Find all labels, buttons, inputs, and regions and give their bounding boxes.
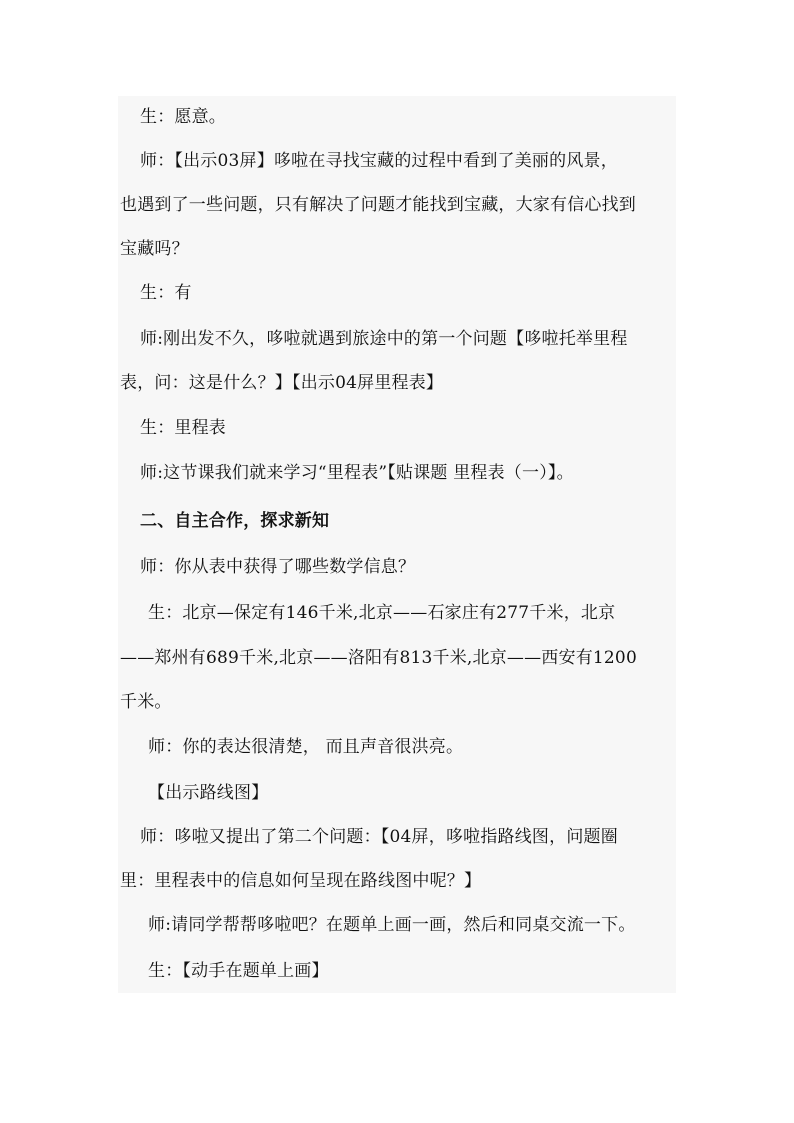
teacher-second-question-continued: 里：里程表中的信息如何呈现在路线图中呢？】: [120, 871, 482, 891]
teacher-first-question: 师:刚出发不久，哆啦就遇到旅途中的第一个问题【哆啦托举里程: [140, 329, 628, 349]
teacher-ask-info: 师：你从表中获得了哪些数学信息？: [140, 557, 416, 577]
teacher-first-question-continued: 表，问：这是什么？】【出示04屏里程表】: [120, 373, 444, 393]
student-drawing: 生：【动手在题单上画】: [148, 961, 329, 981]
show-route-map: 【出示路线图】: [148, 783, 269, 803]
student-distances: 生：北京—保定有146千米,北京——石家庄有277千米，北京: [148, 603, 616, 623]
teacher-line-continued-2: 宝藏吗？: [120, 239, 189, 259]
student-distances-continued-1: ——郑州有689千米,北京——洛阳有813千米,北京——西安有1200: [120, 648, 637, 668]
teacher-show-screen-03: 师：【出示03屏】哆啦在寻找宝藏的过程中看到了美丽的风景，: [140, 151, 618, 171]
student-distances-continued-2: 千米。: [120, 692, 172, 712]
teacher-lesson-topic: 师:这节课我们就来学习“里程表”【贴课题 里程表（一）】。: [140, 463, 574, 483]
student-reply-yes: 生：有: [140, 283, 192, 303]
teacher-line-continued-1: 也遇到了一些问题，只有解决了问题才能找到宝藏，大家有信心找到: [120, 195, 636, 215]
teacher-ask-help: 师:请同学帮帮哆啦吧？在题单上画一画，然后和同桌交流一下。: [148, 915, 636, 935]
teacher-praise: 师：你的表达很清楚， 而且声音很洪亮。: [148, 737, 464, 757]
student-reply-willing: 生：愿意。: [140, 107, 226, 127]
document-content: [118, 96, 676, 993]
teacher-second-question: 师：哆啦又提出了第二个问题：【04屏，哆啦指路线图，问题圈: [140, 827, 618, 847]
section-heading: 二、自主合作，探求新知: [140, 511, 330, 531]
student-mileage-table: 生：里程表: [140, 418, 226, 438]
